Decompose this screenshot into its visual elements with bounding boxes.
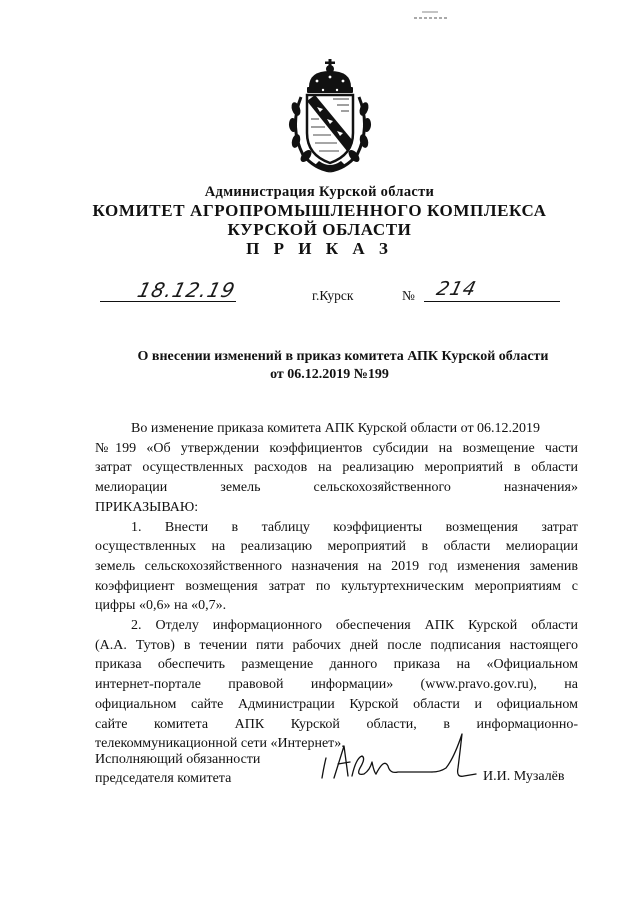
header-order-word: П Р И К А З xyxy=(246,239,393,258)
item1-line: земель сельскохозяйственного назначения на 2019 год изменения заменив xyxy=(95,558,578,574)
handwritten-number: 214 xyxy=(434,278,480,300)
document-body xyxy=(95,419,578,754)
document-title-line2: от 06.12.2019 №199 xyxy=(270,367,389,382)
header-committee: КОМИТЕТ АГРОПРОМЫШЛЕННОГО КОМПЛЕКСА xyxy=(92,201,547,220)
intro-line: Во изменение приказа комитета АПК Курской области от 06.12.2019 xyxy=(131,421,541,436)
header-region: КУРСКОЙ ОБЛАСТИ xyxy=(227,220,412,239)
number-label: № xyxy=(402,288,415,303)
signatory-position-line2: председателя комитета xyxy=(95,771,232,786)
handwritten-date: 18.12.19 xyxy=(135,278,239,302)
item1-line: цифры «0,6» на «0,7». xyxy=(95,598,227,614)
handwritten-signature xyxy=(314,728,484,788)
coat-of-arms-emblem xyxy=(287,57,373,175)
city-label: г.Курск xyxy=(312,288,354,303)
intro-line: затрат осуществленных расходов на реализацию мероприятий в области xyxy=(95,460,578,476)
item1-line: осуществленных на реализацию мероприятий в области мелиорации xyxy=(95,539,578,555)
item2-line: приказа обеспечить размещение данного приказа на «Официальном xyxy=(95,657,578,673)
item2-line: интернет-портале правовой информации» (www.pravo.gov.ru), на xyxy=(95,677,578,693)
intro-line: мелиорации земель сельскохозяйственного назначения» xyxy=(95,480,578,496)
document-title-line1: О внесении изменений в приказ комитета АПК Курской области xyxy=(137,349,549,364)
signatory-position-line1: Исполняющий обязанности xyxy=(95,752,261,767)
number-underline xyxy=(424,301,560,302)
order-word: ПРИКАЗЫВАЮ: xyxy=(95,499,199,515)
item2-line: (А.А. Тутов) в течении пяти рабочих дней после подписания настоящего xyxy=(95,637,578,653)
item2-line: официальном сайте Администрации Курской области и официальном xyxy=(95,696,578,712)
signatory-name: И.И. Музалёв xyxy=(483,769,565,784)
item2-line: телекоммуникационной сети «Интернет». xyxy=(95,736,345,752)
item1-line: коэффициент возмещения затрат по культуртехническим мероприятиям с xyxy=(95,578,578,594)
header-administration: Администрация Курской области xyxy=(204,184,435,200)
scan-mark xyxy=(412,8,452,28)
intro-line: №199 «Об утверждении коэффициентов субсидии на возмещение части xyxy=(95,440,578,456)
item1-line: 1. Внести в таблицу коэффициенты возмещения затрат xyxy=(131,519,578,535)
item2-line: сайте комитета АПК Курской области, в информационно- xyxy=(95,716,578,732)
signatory-position xyxy=(95,750,260,788)
item2-line: 2. Отделу информационного обеспечения АПК Курской области xyxy=(131,618,578,634)
